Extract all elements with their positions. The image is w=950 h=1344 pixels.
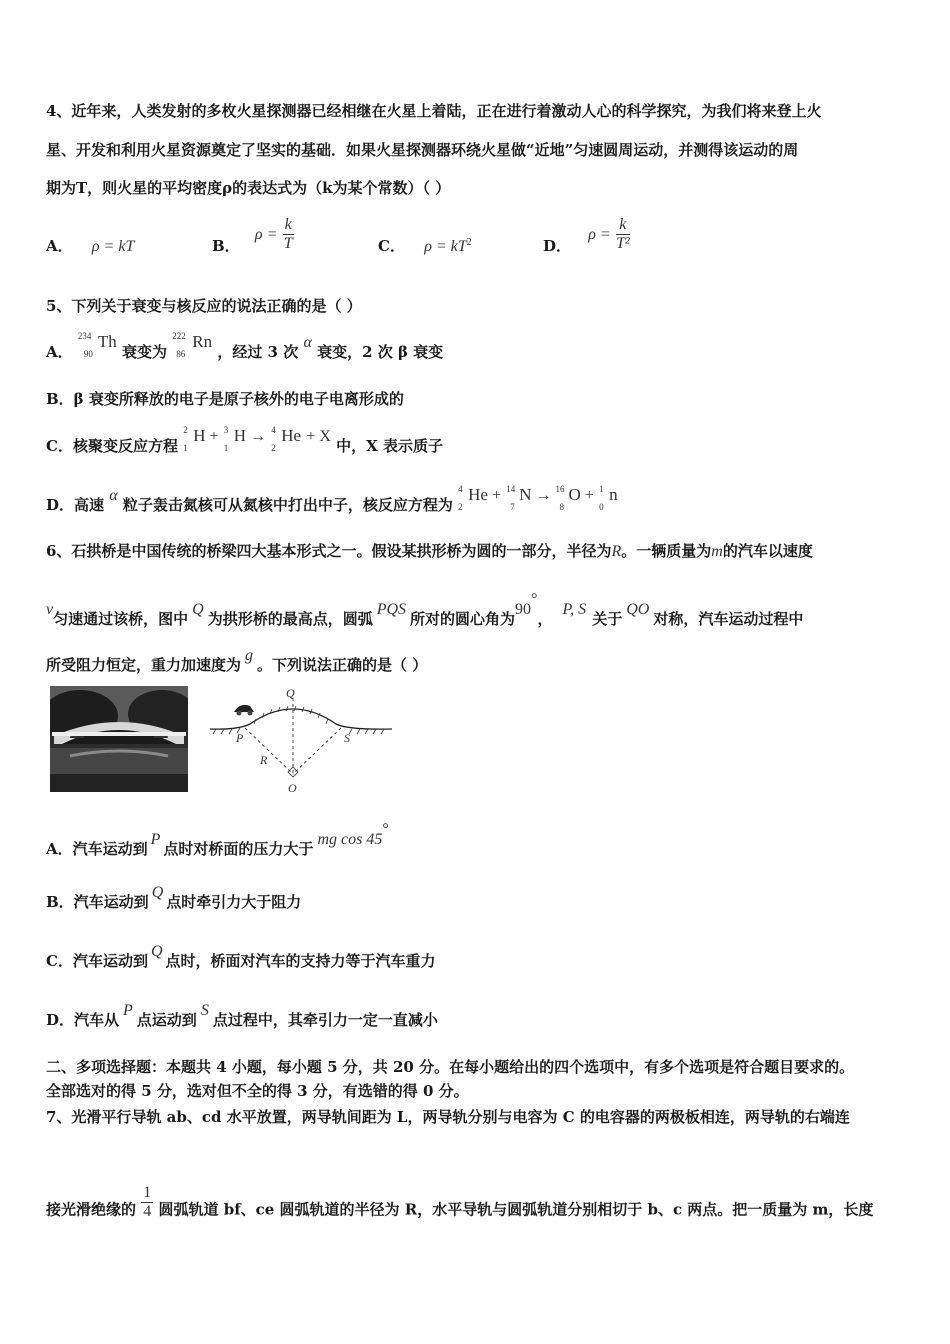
q6-option-c: C．汽车运动到Q点时，桥面对汽车的支持力等于汽车重力 [46, 943, 436, 970]
mass-symbol: m [711, 543, 723, 560]
arc-pqs-symbol: PQS [376, 601, 407, 618]
alpha-symbol-d: α [109, 487, 118, 504]
q6-option-a: A．汽车运动到P点时对桥面的压力大于mg cos 45° [46, 821, 389, 858]
arch-bridge-diagram [208, 684, 398, 803]
q4-option-b-label: B． [212, 236, 240, 255]
deuterium-nuclide: 2 1 H [183, 425, 206, 453]
q4-option-a [46, 235, 134, 256]
q5-option-c-label: C．核聚变反应方程 [46, 437, 178, 455]
q7-line2: 接光滑绝缘的 $\frac{1}{4}$ 圆弧轨道 bf、ce 圆弧轨道的半径为 R，水平导轨与圆弧轨道分别相切于 b、c 两点。把一质量为 m，长度 [46, 1184, 874, 1220]
qo-symbol: QO [626, 601, 650, 618]
q5-stem: 5、下列关于衰变与核反应的说法正确的是（ ） [46, 297, 362, 315]
label-q: Q [286, 686, 295, 700]
q4-option-c-label: C． [378, 237, 405, 255]
q4-line2: 星、开发和利用火星资源奠定了坚实的基础．如果火星探测器环绕火星做“近地”匀速圆周运动，并测得该运动的周 [46, 141, 799, 159]
q6-option-d: D．汽车从P点运动到S点过程中，其牵引力一定一直减小 [46, 1002, 438, 1029]
section2-line1: 二、多项选择题：本题共 4 小题，每小题 5 分，共 20 分。在每小题给出的四个选项中，有多个选项是符合题目要求的。 [46, 1058, 855, 1076]
alpha-symbol: α [303, 334, 312, 351]
q4-option-b-lhs: ρ = [254, 225, 278, 243]
tritium-nuclide: 3 1 H [223, 425, 247, 453]
q5-option-a [46, 331, 444, 363]
q4-option-c-formula: ρ = kT [424, 238, 467, 255]
q5-option-c: C．核聚变反应方程 2 1 H + 3 1 H → 4 2 He + X 中，X 表示质子 [46, 425, 443, 455]
oxygen-nuclide: 16 8 O [555, 484, 581, 512]
x-particle: + X [306, 428, 331, 445]
radon-nuclide: 222 86 Rn [172, 331, 213, 359]
q6-line1: 6、石拱桥是中国传统的桥梁四大基本形式之一。假设某拱形桥为圆的一部分，半径为R。一辆质量为m的汽车以速度 [46, 542, 813, 560]
q5-option-a-mid: 衰变为 [122, 343, 168, 361]
mg-cos45-expression: mg cos 45 [317, 831, 383, 848]
q4-option-d [543, 216, 630, 253]
radius-symbol: R [611, 543, 622, 560]
helium-nuclide-d: 4 2 He [458, 484, 488, 512]
section2-line2: 全部选对的得 5 分，选对但不全的得 3 分，有选错的得 0 分。 [46, 1082, 469, 1100]
q6-line2: v匀速通过该桥，图中Q为拱形桥的最高点，圆弧PQS所对的圆心角为90°，P, S关于QO对称，汽车运动过程中 [46, 591, 804, 628]
q4-option-d-fraction [616, 216, 630, 253]
q4-option-b-fraction [283, 216, 294, 253]
q4-option-b-numerator: k [284, 216, 292, 233]
helium-nuclide: 4 2 He [271, 425, 302, 453]
stone-arch-bridge-photo [50, 686, 188, 792]
q4-option-d-lhs: ρ = [588, 225, 611, 243]
q5-option-d: D．高速 α 粒子轰击氮核可从氮核中打出中子，核反应方程为 4 2 He + 14 7 N → 16 8 O + 1 0 n [46, 484, 618, 514]
q6-line3: 所受阻力恒定，重力加速度为g。下列说法正确的是（ ） [46, 647, 428, 674]
q4-line1: 4、近年来，人类发射的多枚火星探测器已经相继在火星上着陆，正在进行着激动人心的科学探究，为我们将来登上火 [46, 102, 822, 120]
q4-option-a-formula: ρ = kT [91, 238, 135, 255]
label-p: P [236, 731, 244, 745]
q5-option-c-tail: 中，X 表示质子 [336, 437, 443, 455]
quarter-fraction: $\frac{1}{4}$ [143, 1184, 152, 1220]
nitrogen-nuclide: 14 7 N [506, 484, 532, 512]
q6-option-b: B．汽车运动到Q点时牵引力大于阻力 [46, 884, 302, 911]
q4-option-c-exponent: 2 [466, 237, 472, 248]
label-o: O [288, 781, 297, 795]
q5-option-b: B．β 衰变所释放的电子是原子核外的电子电离形成的 [46, 390, 404, 408]
velocity-symbol: v [46, 601, 54, 618]
q4-option-d-denominator: T² [615, 235, 630, 252]
q4-option-b-denominator: T [283, 235, 293, 252]
q5-option-a-label: A． [46, 343, 73, 361]
q4-option-b [212, 216, 294, 253]
q5-option-a-tail2: 衰变，2 次 β 衰变 [317, 343, 444, 361]
angle-value: 90 [515, 601, 532, 618]
label-s: S [344, 731, 350, 745]
q7-line1: 7、光滑平行导轨 ab、cd 水平放置，两导轨间距为 L，两导轨分别与电容为 C 的电容器的两极板相连，两导轨的右端连 [46, 1108, 850, 1126]
q4-option-d-label: D． [543, 236, 572, 255]
q-symbol: Q [192, 601, 204, 618]
q4-option-d-numerator: k [616, 216, 630, 235]
q4-line3: 期为T，则火星的平均密度ρ的表达式为（k为某个常数）（ ） [46, 179, 451, 197]
q5-option-d-label: D．高速 [46, 496, 105, 514]
thorium-nuclide: 234 90 Th [77, 331, 117, 359]
q4-option-c [378, 235, 472, 256]
q5-option-d-mid: 粒子轰击氮核可从氮核中打出中子，核反应方程为 [122, 496, 453, 514]
q5-option-a-tail1: ，经过 3 次 [217, 343, 299, 361]
ps-symbols: P, S [562, 601, 587, 618]
neutron-nuclide: 1 0 n [599, 484, 618, 512]
label-r: R [260, 753, 268, 767]
gravity-symbol: g [245, 647, 254, 664]
q4-option-a-label: A． [46, 237, 73, 255]
